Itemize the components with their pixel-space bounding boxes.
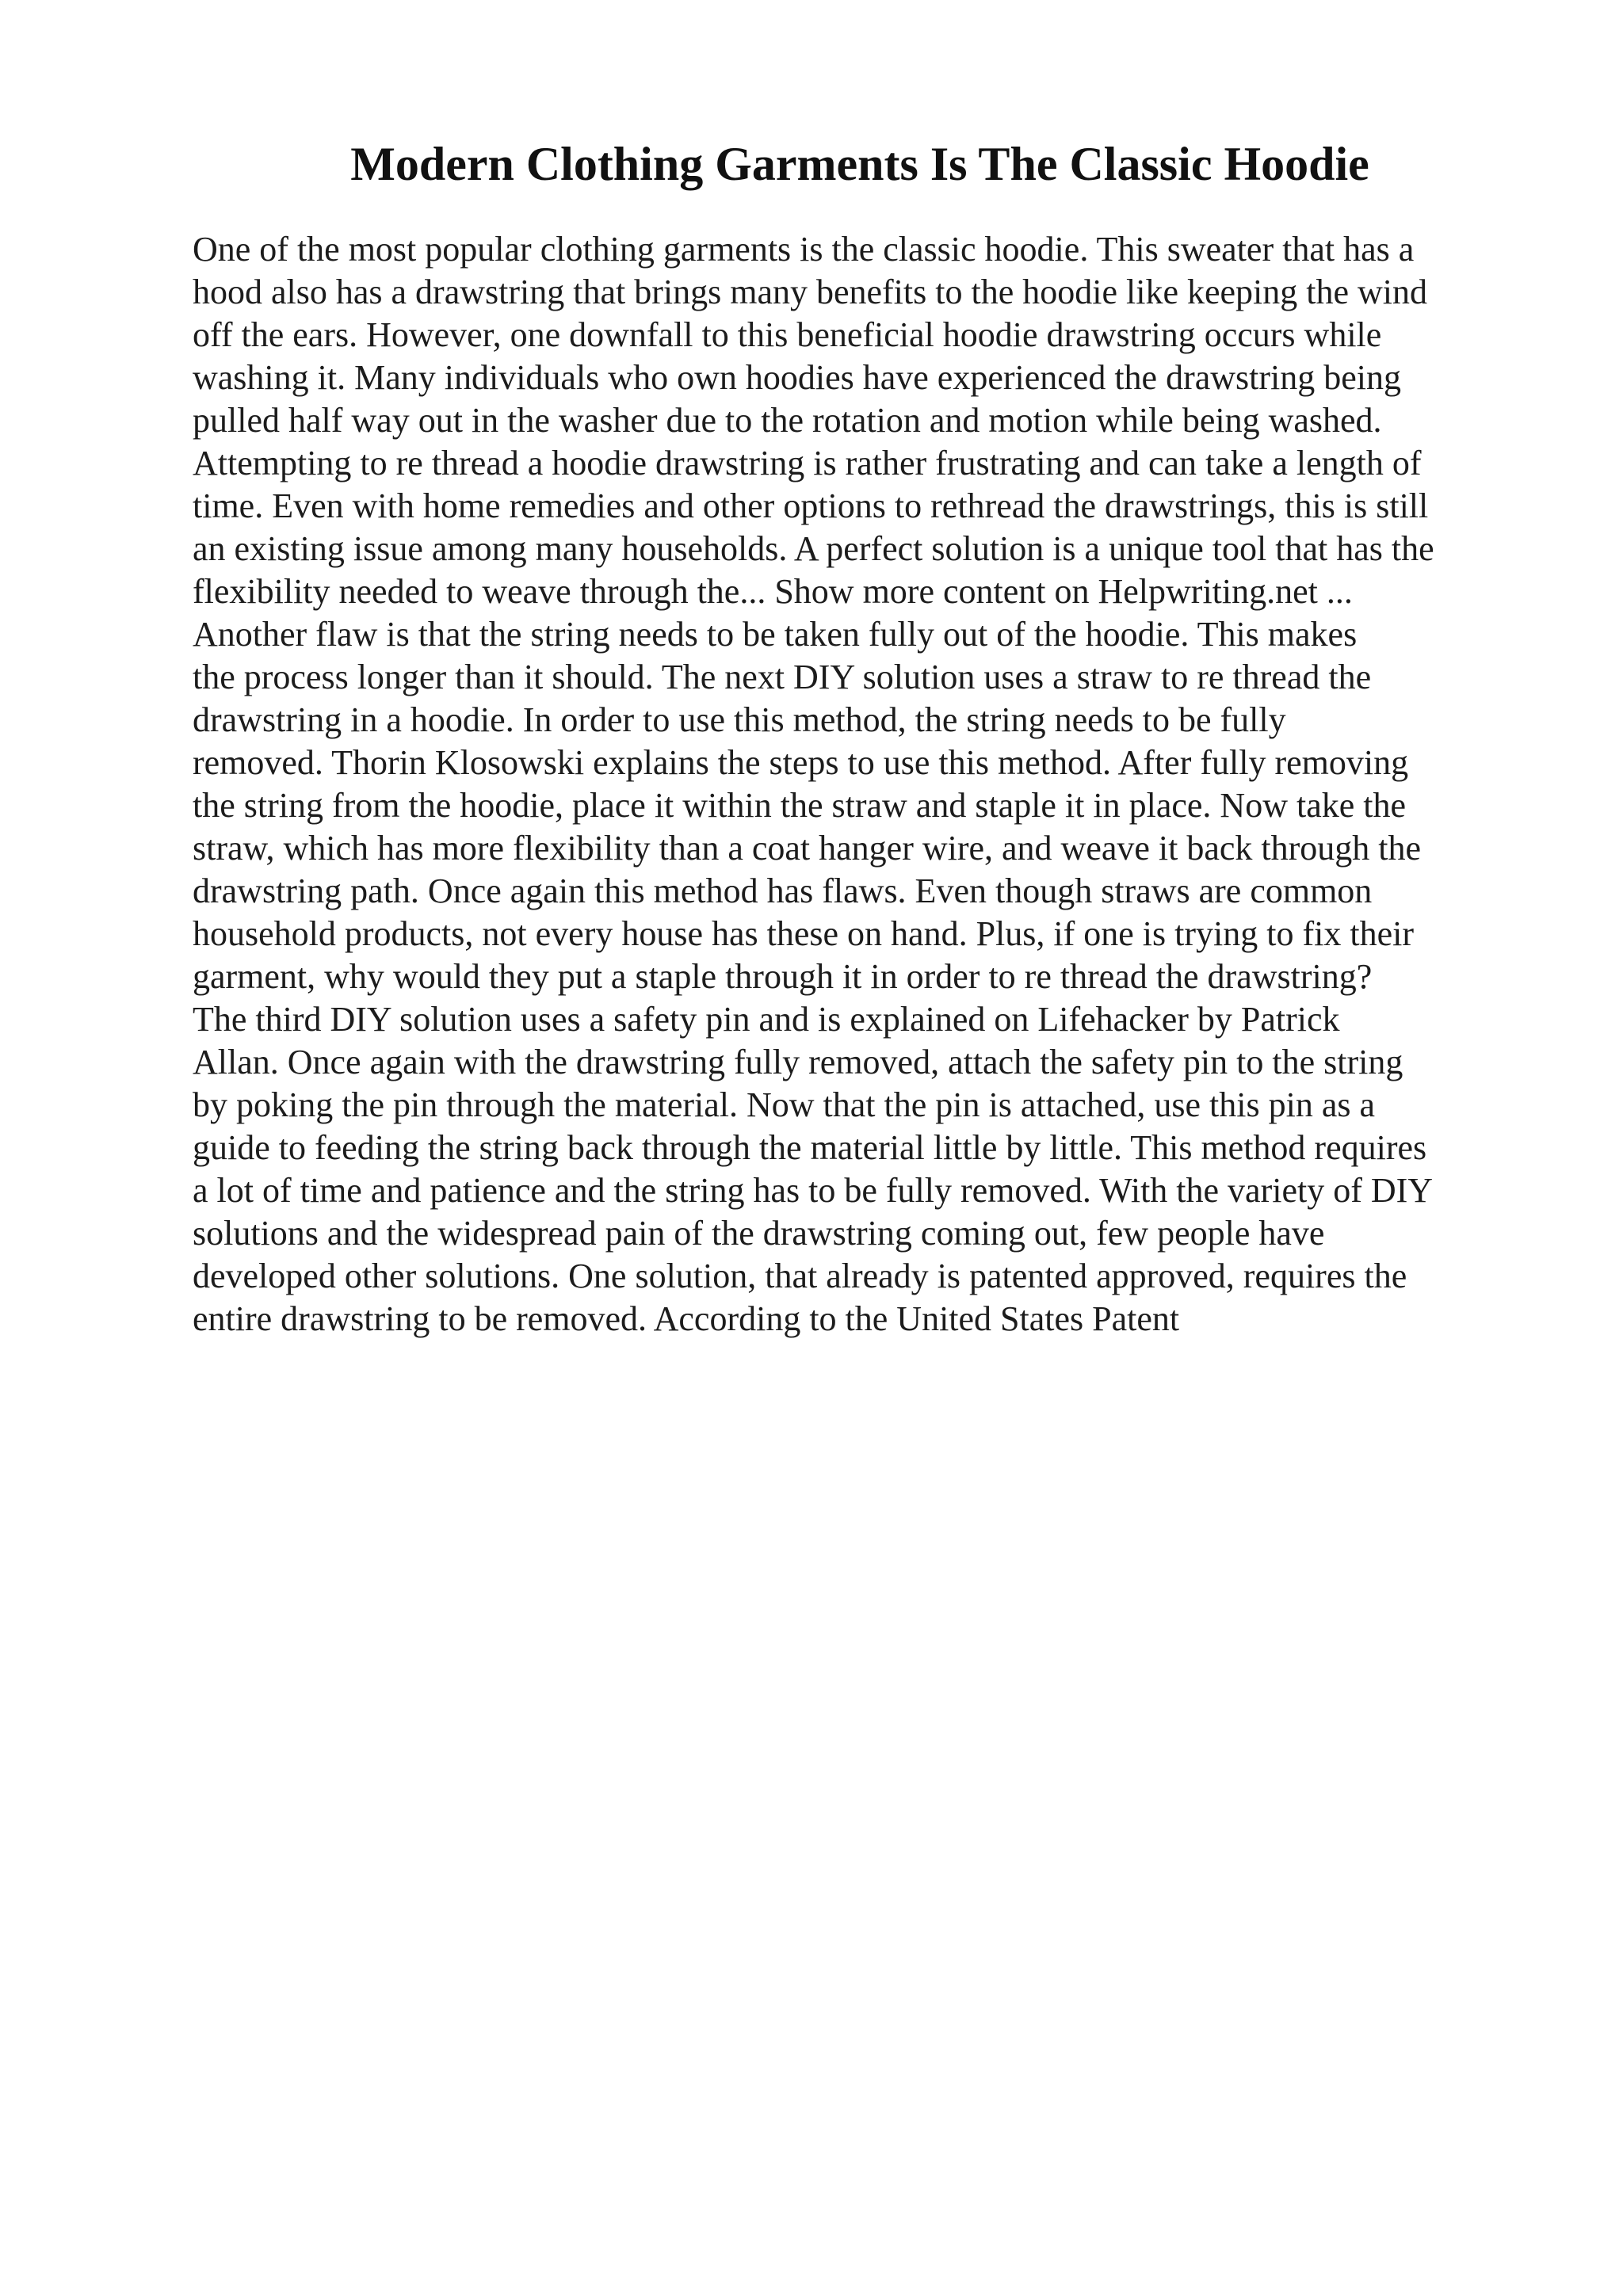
text-line: drawstring in a hoodie. In order to use this method, the string needs to be fully [193, 700, 1286, 739]
text-line: the process longer than it should. The next DIY solution uses a straw to re thread the [193, 658, 1372, 696]
text-line: hood also has a drawstring that brings many benefits to the hoodie like keeping the wind [193, 273, 1428, 311]
text-line: Another flaw is that the string needs to be taken fully out of the hoodie. This makes [193, 615, 1358, 654]
text-line: One of the most popular clothing garments is the classic hoodie. This sweater that has a [193, 230, 1415, 269]
body-paragraph [193, 228, 1587, 1341]
text-line: entire drawstring to be removed. According to the United States Patent [193, 1299, 1180, 1338]
text-line: by poking the pin through the material. Now that the pin is attached, use this pin as a [193, 1085, 1376, 1124]
text-line: The third DIY solution uses a safety pin and is explained on Lifehacker by Patrick [193, 1000, 1340, 1039]
text-line: washing it. Many individuals who own hoodies have experienced the drawstring being [193, 358, 1402, 397]
text-line: developed other solutions. One solution, that already is patented approved, requires the [193, 1257, 1407, 1295]
text-line: flexibility needed to weave through the... Show more content on Helpwriting.net ... [193, 572, 1353, 611]
text-line: time. Even with home remedies and other options to rethread the drawstrings, this is still [193, 486, 1429, 525]
text-line: garment, why would they put a staple through it in order to re thread the drawstring? [193, 957, 1373, 996]
text-line: straw, which has more flexibility than a coat hanger wire, and weave it back through the [193, 829, 1422, 868]
text-line: removed. Thorin Klosowski explains the steps to use this method. After fully removing [193, 743, 1409, 782]
text-line: solutions and the widespread pain of the drawstring coming out, few people have [193, 1214, 1325, 1253]
text-line: household products, not every house has these on hand. Plus, if one is trying to fix their [193, 914, 1414, 953]
text-line: drawstring path. Once again this method has flaws. Even though straws are common [193, 871, 1373, 910]
text-line: a lot of time and patience and the string has to be fully removed. With the variety of DIY [193, 1171, 1434, 1210]
text-line: Allan. Once again with the drawstring fully removed, attach the safety pin to the string [193, 1043, 1403, 1081]
text-line: pulled half way out in the washer due to the rotation and motion while being washed. [193, 401, 1382, 440]
text-line: an existing issue among many households. A perfect solution is a unique tool that has the [193, 529, 1434, 568]
text-line: Attempting to re thread a hoodie drawstring is rather frustrating and can take a length of [193, 444, 1422, 482]
text-line: guide to feeding the string back through the material little by little. This method requires [193, 1128, 1427, 1167]
text-line: off the ears. However, one downfall to this beneficial hoodie drawstring occurs while [193, 315, 1382, 354]
document-title: Modern Clothing Garments Is The Classic Hoodie [350, 138, 1369, 190]
text-line: the string from the hoodie, place it within the straw and staple it in place. Now take the [193, 786, 1407, 825]
